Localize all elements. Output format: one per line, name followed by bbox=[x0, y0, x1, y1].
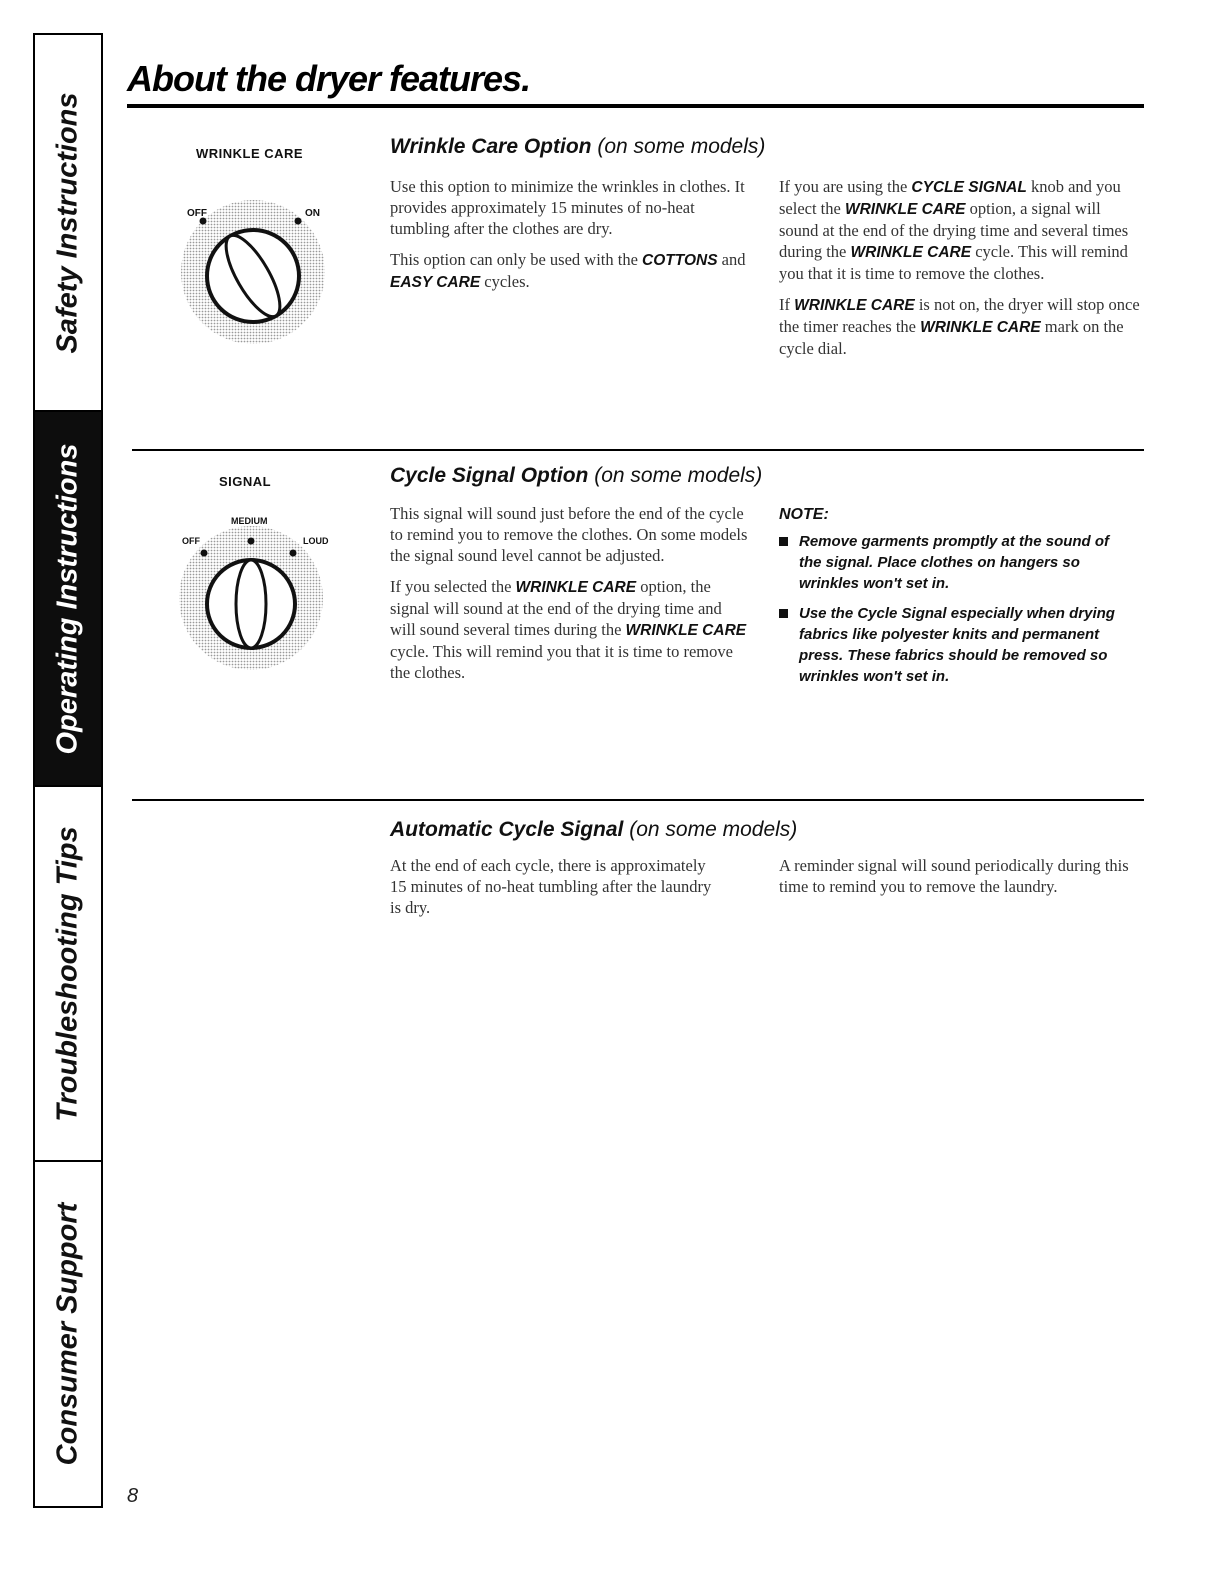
text: If you selected the bbox=[390, 577, 512, 596]
text: cycles. bbox=[484, 272, 530, 291]
keyword: WRINKLE CARE bbox=[850, 244, 972, 261]
text: is not on, the dryer will stop once the timer reaches the bbox=[779, 295, 1140, 336]
keyword: EASY CARE bbox=[390, 274, 481, 291]
keyword: WRINKLE CARE bbox=[625, 622, 747, 639]
note-item bbox=[779, 603, 1134, 687]
heading-note: (on some models) bbox=[594, 464, 763, 487]
keyword: CYCLE SIGNAL bbox=[911, 179, 1027, 196]
automatic-cycle-signal-heading bbox=[390, 818, 797, 842]
bullet-icon bbox=[779, 537, 788, 546]
note-title: NOTE: bbox=[779, 506, 829, 523]
text: mark on the cycle dial. bbox=[779, 317, 1124, 358]
tab-troubleshooting-tips[interactable] bbox=[35, 785, 101, 1160]
paragraph bbox=[390, 576, 750, 683]
paragraph bbox=[390, 249, 750, 293]
cycle-signal-column-1 bbox=[390, 503, 750, 693]
paragraph: Use this option to minimize the wrinkles in clothes. It provides approximately 15 minutes of no-heat tumbling after the clothes are dry. bbox=[390, 177, 745, 238]
paragraph bbox=[779, 294, 1144, 359]
text: If bbox=[779, 295, 790, 314]
wrinkle-care-column-2 bbox=[779, 176, 1144, 369]
section-divider bbox=[132, 799, 1144, 801]
bullet-icon bbox=[779, 609, 788, 618]
text: option, a signal will sound at the end of the drying time and several times during the bbox=[779, 199, 1129, 261]
text: This option can only be used with the bbox=[390, 250, 638, 269]
keyword: WRINKLE CARE bbox=[920, 319, 1041, 336]
dial-label-on: ON bbox=[305, 208, 320, 219]
paragraph bbox=[779, 176, 1144, 284]
page-number: 8 bbox=[127, 1485, 139, 1507]
heading-note: (on some models) bbox=[597, 135, 766, 158]
text: cycle. This will remind you that it is time to remove the clothes. bbox=[779, 242, 1128, 283]
tab-operating-instructions[interactable] bbox=[35, 410, 101, 785]
note-list bbox=[779, 531, 1134, 687]
text: option, the signal will sound at the end of the drying time and will sound several times during the bbox=[390, 577, 722, 639]
note-item bbox=[779, 531, 1134, 594]
heading-note: (on some models) bbox=[629, 818, 798, 841]
tab-label: Operating Instructions bbox=[51, 443, 84, 754]
text: and bbox=[721, 250, 746, 269]
wrinkle-care-heading bbox=[390, 135, 765, 159]
dial-label-off: OFF bbox=[187, 208, 207, 219]
note-text: Remove garments promptly at the sound of the signal. Place clothes on hangers so wrinkles won't set in. bbox=[799, 533, 1110, 592]
wrinkle-care-dial-icon bbox=[165, 190, 335, 350]
cycle-signal-heading bbox=[390, 464, 762, 488]
wrinkle-care-column-1 bbox=[390, 176, 750, 303]
paragraph: A reminder signal will sound periodically during this time to remind you to remove the laundry. bbox=[779, 856, 1129, 896]
note-text: Use the Cycle Signal especially when drying fabrics like polyester knits and permanent press. These fabrics should be removed so wrinkles won't set in. bbox=[799, 605, 1115, 685]
keyword: WRINKLE CARE bbox=[515, 579, 637, 596]
tab-label: Consumer Support bbox=[51, 1202, 84, 1466]
title-rule bbox=[127, 104, 1144, 108]
section-divider bbox=[132, 449, 1144, 451]
signal-dial-caption: SIGNAL bbox=[219, 474, 272, 489]
text: cycle. This will remind you that it is time to remove the clothes. bbox=[390, 642, 733, 682]
page-title: About the dryer features. bbox=[127, 58, 531, 99]
cycle-signal-note bbox=[779, 504, 1134, 696]
paragraph: At the end of each cycle, there is approximately 15 minutes of no-heat tumbling after the laundry is dry. bbox=[390, 856, 712, 917]
wrinkle-care-dial-caption: WRINKLE CARE bbox=[196, 146, 304, 161]
paragraph: This signal will sound just before the end of the cycle to remind you to remove the clothes. On some models the signal sound level cannot be adjusted. bbox=[390, 504, 748, 565]
side-navigation bbox=[33, 33, 103, 1508]
tab-label: Safety Instructions bbox=[51, 91, 84, 354]
keyword: WRINKLE CARE bbox=[844, 201, 966, 218]
heading-text: Automatic Cycle Signal bbox=[390, 818, 624, 841]
heading-text: Cycle Signal Option bbox=[390, 464, 589, 487]
heading-text: Wrinkle Care Option bbox=[390, 135, 592, 158]
dial-label-medium: MEDIUM bbox=[231, 516, 268, 526]
text: knob and you select the bbox=[779, 177, 1121, 218]
tab-safety-instructions[interactable] bbox=[35, 35, 101, 410]
keyword: COTTONS bbox=[642, 252, 718, 269]
dial-label-off: OFF bbox=[182, 536, 200, 546]
text: If you are using the bbox=[779, 177, 908, 196]
keyword: WRINKLE CARE bbox=[794, 297, 915, 314]
dial-label-loud: LOUD bbox=[303, 536, 329, 546]
tab-consumer-support[interactable] bbox=[35, 1160, 101, 1506]
automatic-cycle-signal-column-2 bbox=[779, 855, 1134, 907]
automatic-cycle-signal-column-1 bbox=[390, 855, 720, 928]
tab-label: Troubleshooting Tips bbox=[51, 825, 84, 1122]
signal-dial-icon bbox=[165, 510, 340, 675]
